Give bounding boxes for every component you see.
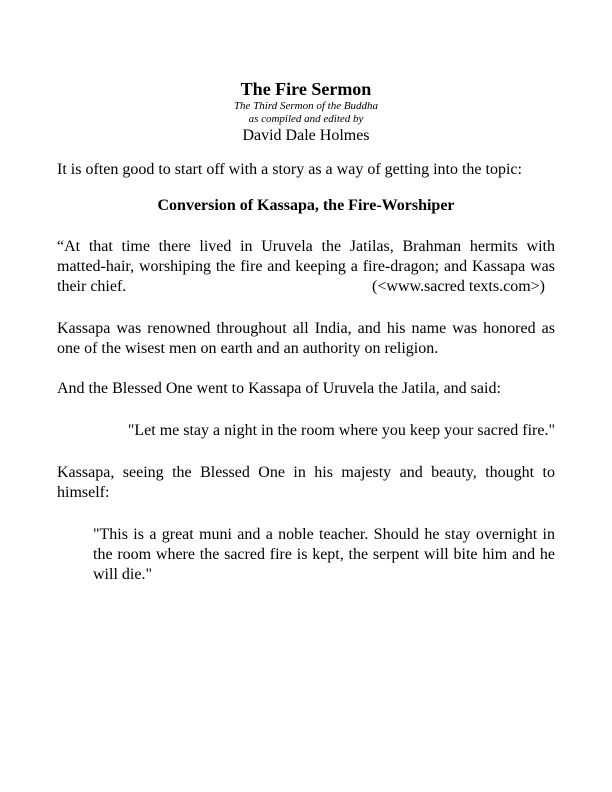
paragraph-3: And the Blessed One went to Kassapa of Uruvela the Jatila, and said: — [57, 380, 501, 397]
subtitle-line-2: as compiled and edited by — [248, 113, 364, 125]
quote-2: "This is a great muni and a noble teacher. Should he stay overnight in the room where the sacred fire is kept, the serpent will bite him and he will die." — [93, 526, 555, 583]
author-name: David Dale Holmes — [242, 127, 370, 144]
paragraph-2: Kassapa was renowned throughout all India, and his name was honored as one of the wisest men on earth and an authority on religion. — [57, 320, 555, 357]
document-page — [57, 78, 555, 585]
paragraph-1: “At that time there lived in Uruvela the Jatilas, Brahman hermits with matted-hair, worshiping the fire and keeping a fire-dragon; and Kassapa was their chief. — [57, 238, 555, 295]
section-heading: Conversion of Kassapa, the Fire-Worshiper — [157, 197, 455, 214]
quote-1: "Let me stay a night in the room where you keep your sacred fire." — [127, 422, 555, 439]
intro-paragraph: It is often good to start off with a story as a way of getting into the topic: — [57, 161, 522, 178]
subtitle-line-1: The Third Sermon of the Buddha — [233, 100, 379, 112]
document-title: The Fire Sermon — [240, 79, 372, 99]
paragraph-1-citation: (<www.sacred texts.com>) — [372, 278, 545, 295]
paragraph-1-container — [57, 237, 555, 297]
paragraph-4: Kassapa, seeing the Blessed One in his majesty and beauty, thought to himself: — [57, 464, 555, 501]
